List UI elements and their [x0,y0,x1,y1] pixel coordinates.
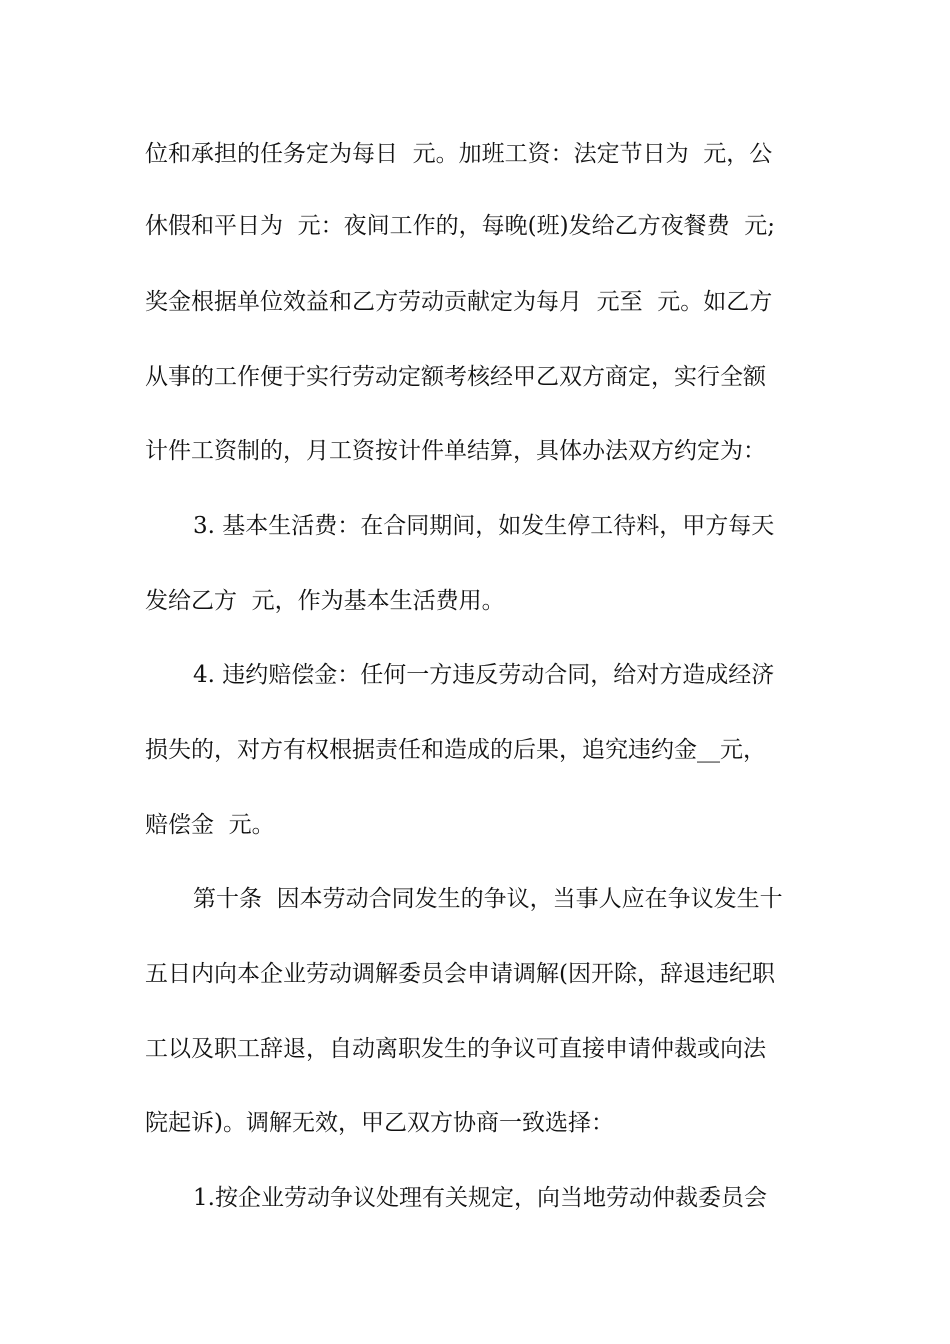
text-line-content: 工以及职工辞退，自动离职发生的争议可直接申请仲裁或向法 [145,1036,766,1062]
text-line-content: 五日内向本企业劳动调解委员会申请调解(因开除，辞退违纪职 [145,961,775,987]
text-line-content: 1.按企业劳动争议处理有关规定，向当地劳动仲裁委员会 [193,1185,767,1211]
text-line-content: 位和承担的任务定为每日 元。加班工资：法定节日为 元，公 [145,141,773,167]
text-line-content: 4. 违约赔偿金：任何一方违反劳动合同，给对方造成经济 [193,662,775,688]
text-line [0,506,950,546]
text-line [0,431,950,471]
text-line-content: 发给乙方 元，作为基本生活费用。 [145,588,505,614]
text-line [0,206,950,246]
text-line [0,730,950,770]
text-line [0,357,950,397]
text-line [0,655,950,695]
text-line-content: 休假和平日为 元：夜间工作的，每晚(班)发给乙方夜餐费 元; [145,213,775,239]
text-line [0,1178,950,1218]
text-line [0,134,950,174]
text-line-content: 院起诉)。调解无效，甲乙双方协商一致选择： [145,1110,614,1136]
text-line-content: 第十条 因本劳动合同发生的争议，当事人应在争议发生十 [193,886,783,912]
text-line [0,879,950,919]
text-line [0,805,950,845]
text-line-content: 从事的工作便于实行劳动定额考核经甲乙双方商定，实行全额 [145,364,766,390]
text-line-content: 损失的，对方有权根据责任和造成的后果，追究违约金__元， [145,737,766,763]
text-line-content: 奖金根据单位效益和乙方劳动贡献定为每月 元至 元。如乙方 [145,289,773,315]
text-line-content: 计件工资制的，月工资按计件单结算，具体办法双方约定为： [145,438,766,464]
text-line-content: 3. 基本生活费：在合同期间，如发生停工待料，甲方每天 [193,513,775,539]
text-line [0,1103,950,1143]
text-line [0,954,950,994]
text-line [0,581,950,621]
text-line [0,282,950,322]
text-line-content: 赔偿金 元。 [145,812,275,838]
text-line [0,1029,950,1069]
